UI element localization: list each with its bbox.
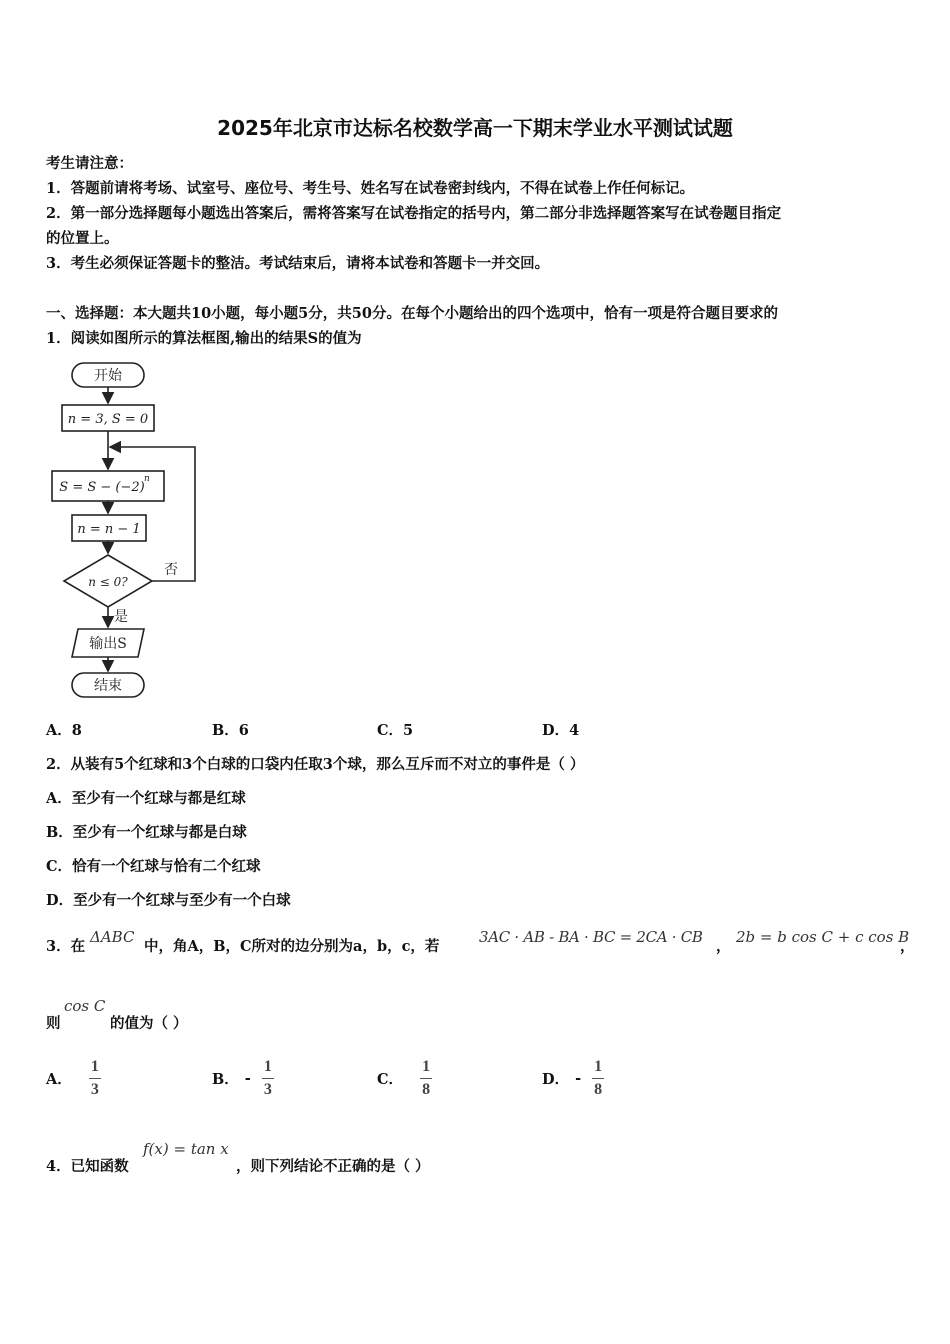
notice-item: 3．考生必须保证答题卡的整洁。考试结束后，请将本试卷和答题卡一并交回。	[46, 255, 550, 272]
notice-heading: 考生请注意：	[46, 155, 133, 172]
q2-option-a[interactable]: A．至少有一个红球与都是红球	[46, 790, 246, 807]
q1-option-a[interactable]: A．8	[46, 722, 82, 739]
update-n-label: n = n − 1	[77, 522, 141, 537]
algorithm-flowchart	[40, 355, 220, 705]
q2-option-b[interactable]: B．至少有一个红球与都是白球	[46, 824, 247, 841]
update-s-exponent: n	[144, 474, 150, 484]
q3-option-a[interactable]: A． $\frac{1}{3}$	[46, 1058, 99, 1098]
init-label: n = 3, S = 0	[67, 412, 149, 427]
triangle-symbol: ΔABC	[90, 928, 135, 946]
question-3-end: ，	[900, 938, 915, 955]
cos-c: cos C	[64, 997, 106, 1015]
no-label: 否	[164, 562, 178, 578]
question-3-line2-suffix: 的值为（ ）	[110, 1015, 188, 1032]
question-3-line2-prefix: 则	[46, 1015, 61, 1032]
notice-item: 2．第一部分选择题每小题选出答案后，需将答案写在试卷指定的括号内，第二部分非选择题答案写在试卷题目指定	[46, 205, 782, 222]
q1-option-b[interactable]: B．6	[212, 722, 249, 739]
condition-label: n ≤ 0?	[88, 575, 128, 589]
output-label: 输出S	[89, 636, 127, 652]
question-1-stem: 1．阅读如图所示的算法框图,输出的结果S的值为	[46, 330, 362, 347]
tan-function: f(x) = tan x	[143, 1140, 229, 1158]
q1-option-d[interactable]: D．4	[542, 722, 580, 739]
question-3-mid: 中，角A，B，C所对的边分别为a，b，c，若	[144, 938, 440, 955]
q1-option-c[interactable]: C．5	[377, 722, 414, 739]
start-label: 开始	[94, 368, 122, 384]
update-s-label: S = S − (−2)	[59, 480, 145, 495]
side-equation: 2b = b cos C + c cos B	[736, 928, 910, 946]
notice-item: 1．答题前请将考场、试室号、座位号、考生号、姓名写在试卷密封线内，不得在试卷上作任何标记。	[46, 180, 695, 197]
q3-option-b[interactable]: B． - $\frac{1}{3}$	[212, 1058, 272, 1098]
notice-item: 的位置上。	[46, 230, 119, 247]
question-4-suffix: ，则下列结论不正确的是（ ）	[236, 1158, 430, 1175]
question-4-prefix: 4．已知函数	[46, 1158, 129, 1175]
question-3-sep: ，	[716, 938, 731, 955]
end-label: 结束	[94, 678, 122, 694]
q3-option-c[interactable]: C． $\frac{1}{8}$	[377, 1058, 431, 1098]
q2-option-d[interactable]: D．至少有一个红球与至少有一个白球	[46, 892, 291, 909]
q3-option-d[interactable]: D． - $\frac{1}{8}$	[542, 1058, 603, 1098]
question-3-prefix: 3．在	[46, 938, 86, 955]
vector-equation: 3AC · AB - BA · BC = 2CA · CB	[479, 928, 703, 946]
yes-label: 是	[114, 609, 128, 625]
page-title: 2025年北京市达标名校数学高一下期末学业水平测试试题	[217, 116, 733, 140]
q2-option-c[interactable]: C．恰有一个红球与恰有二个红球	[46, 858, 261, 875]
question-2-stem: 2．从装有5个红球和3个白球的口袋内任取3个球，那么互斥而不对立的事件是（ ）	[46, 756, 585, 773]
section-heading: 一、选择题：本大题共10小题，每小题5分，共50分。在每个小题给出的四个选项中，恰有一项是符合题目要求的	[46, 305, 778, 322]
